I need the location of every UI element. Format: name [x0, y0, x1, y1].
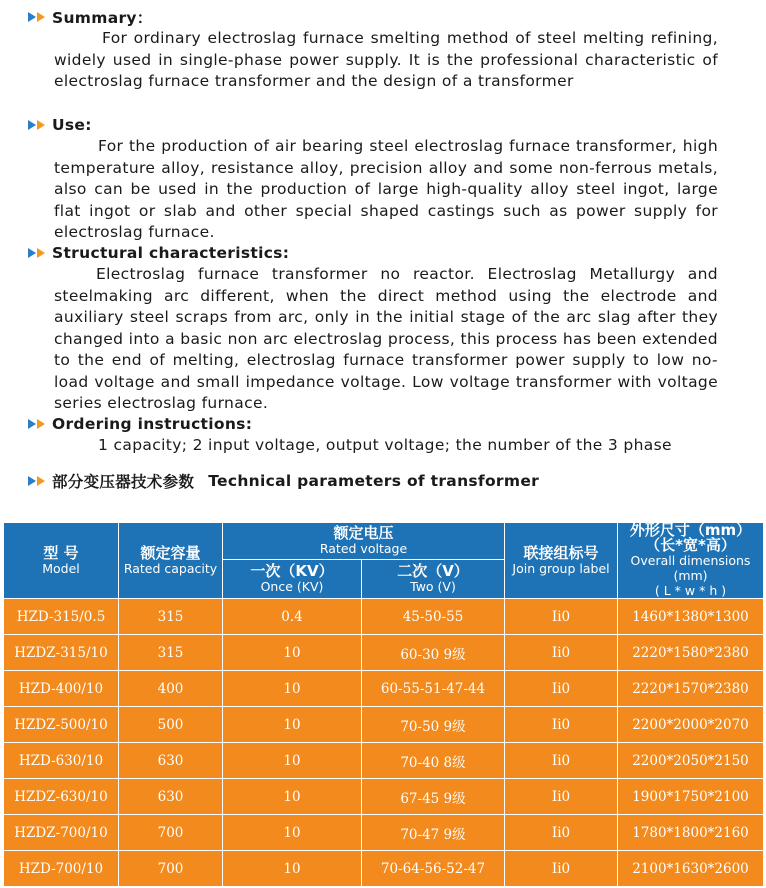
header-rated-voltage: 额定电压 Rated voltage	[223, 523, 505, 560]
cell-dims: 1780*1800*2160	[618, 815, 764, 851]
structural-text: Electroslag furnace transformer no reactor. Electroslag Metallurgy and steelmaking arc different, when the direct method using the electrode and auxiliary steel scraps from arc, only in the initial stage of the arc slag after they changed into a basic non arc electroslag process, this process has been extended to the end of melting, electroslag furnace transformer power supply to low no-load voltage and small impedance voltage. Low voltage transformer with voltage series electroslag furnace.	[54, 265, 718, 412]
cell-capacity: 500	[119, 707, 223, 743]
cell-two: 60-55-51-47-44	[362, 671, 505, 707]
cell-capacity: 630	[119, 743, 223, 779]
cell-once: 10	[223, 743, 362, 779]
cell-once: 10	[223, 707, 362, 743]
cell-two: 70-50 9级	[362, 707, 505, 743]
tech-title-cn: 部分变压器技术参数	[52, 473, 195, 491]
cell-join: Ii0	[505, 599, 618, 635]
ordering-title: Ordering instructions:	[52, 415, 253, 433]
cell-dims: 2200*2000*2070	[618, 707, 764, 743]
structural-section	[28, 242, 718, 415]
cell-join: Ii0	[505, 815, 618, 851]
cell-join: Ii0	[505, 671, 618, 707]
cell-dims: 1460*1380*1300	[618, 599, 764, 635]
table-row	[4, 851, 764, 887]
header-model: 型 号 Model	[4, 523, 119, 599]
cell-dims: 2220*1580*2380	[618, 635, 764, 671]
header-join-group: 联接组标号 Join group label	[505, 523, 618, 599]
summary-text: For ordinary electroslag furnace smelting method of steel melting refining, widely used in single-phase power supply. It is the professional characteristic of electroslag furnace transformer and the design of a transformer	[54, 29, 718, 90]
header-capacity: 额定容量 Rated capacity	[119, 523, 223, 599]
header-dimensions: 外形尺寸（mm） （长*宽*高） Overall dimensions (mm) ( L * w * h )	[618, 523, 764, 599]
tech-heading	[28, 470, 539, 492]
cell-capacity: 700	[119, 851, 223, 887]
cell-join: Ii0	[505, 707, 618, 743]
cell-model: HZD-700/10	[4, 851, 119, 887]
header-once: 一次（KV） Once (KV)	[223, 560, 362, 599]
summary-section	[28, 6, 718, 93]
cell-capacity: 700	[119, 815, 223, 851]
cell-two: 60-30 9级	[362, 635, 505, 671]
cell-join: Ii0	[505, 743, 618, 779]
double-arrow-icon	[28, 476, 46, 486]
cell-join: Ii0	[505, 635, 618, 671]
cell-capacity: 400	[119, 671, 223, 707]
use-section	[28, 114, 718, 244]
cell-once: 10	[223, 635, 362, 671]
cell-model: HZD-315/0.5	[4, 599, 119, 635]
ordering-section	[28, 413, 718, 457]
table-row	[4, 599, 764, 635]
cell-model: HZD-630/10	[4, 743, 119, 779]
table-row	[4, 671, 764, 707]
table-row	[4, 779, 764, 815]
tech-title-en: Technical parameters of transformer	[208, 472, 540, 490]
cell-capacity: 630	[119, 779, 223, 815]
use-title: Use:	[52, 116, 92, 134]
double-arrow-icon	[28, 120, 46, 130]
table-row	[4, 743, 764, 779]
parameters-table	[3, 522, 764, 887]
cell-once: 10	[223, 671, 362, 707]
cell-model: HZDZ-630/10	[4, 779, 119, 815]
double-arrow-icon	[28, 248, 46, 258]
summary-title: Summary：	[52, 9, 153, 27]
cell-capacity: 315	[119, 635, 223, 671]
ordering-text: 1 capacity; 2 input voltage, output voltage; the number of the 3 phase	[98, 436, 672, 454]
cell-two: 45-50-55	[362, 599, 505, 635]
cell-join: Ii0	[505, 779, 618, 815]
cell-dims: 2220*1570*2380	[618, 671, 764, 707]
cell-model: HZD-400/10	[4, 671, 119, 707]
use-text: For the production of air bearing steel electroslag furnace transformer, high temperature alloy, resistance alloy, precision alloy and some non-ferrous metals, also can be used in the production of large high-quality alloy steel ingot, large flat ingot or slab and other special shaped castings such as power supply for electroslag furnace.	[54, 137, 718, 241]
cell-capacity: 315	[119, 599, 223, 635]
cell-once: 10	[223, 851, 362, 887]
cell-model: HZDZ-500/10	[4, 707, 119, 743]
table-row	[4, 707, 764, 743]
cell-once: 10	[223, 815, 362, 851]
cell-dims: 1900*1750*2100	[618, 779, 764, 815]
cell-once: 10	[223, 779, 362, 815]
cell-join: Ii0	[505, 851, 618, 887]
double-arrow-icon	[28, 12, 46, 22]
cell-once: 0.4	[223, 599, 362, 635]
cell-dims: 2100*1630*2600	[618, 851, 764, 887]
cell-two: 70-64-56-52-47	[362, 851, 505, 887]
cell-two: 67-45 9级	[362, 779, 505, 815]
structural-title: Structural characteristics:	[52, 244, 290, 262]
cell-two: 70-40 8级	[362, 743, 505, 779]
header-two: 二次（V） Two (V)	[362, 560, 505, 599]
cell-two: 70-47 9级	[362, 815, 505, 851]
table-row	[4, 635, 764, 671]
table-row	[4, 815, 764, 851]
cell-model: HZDZ-315/10	[4, 635, 119, 671]
cell-dims: 2200*2050*2150	[618, 743, 764, 779]
cell-model: HZDZ-700/10	[4, 815, 119, 851]
double-arrow-icon	[28, 419, 46, 429]
